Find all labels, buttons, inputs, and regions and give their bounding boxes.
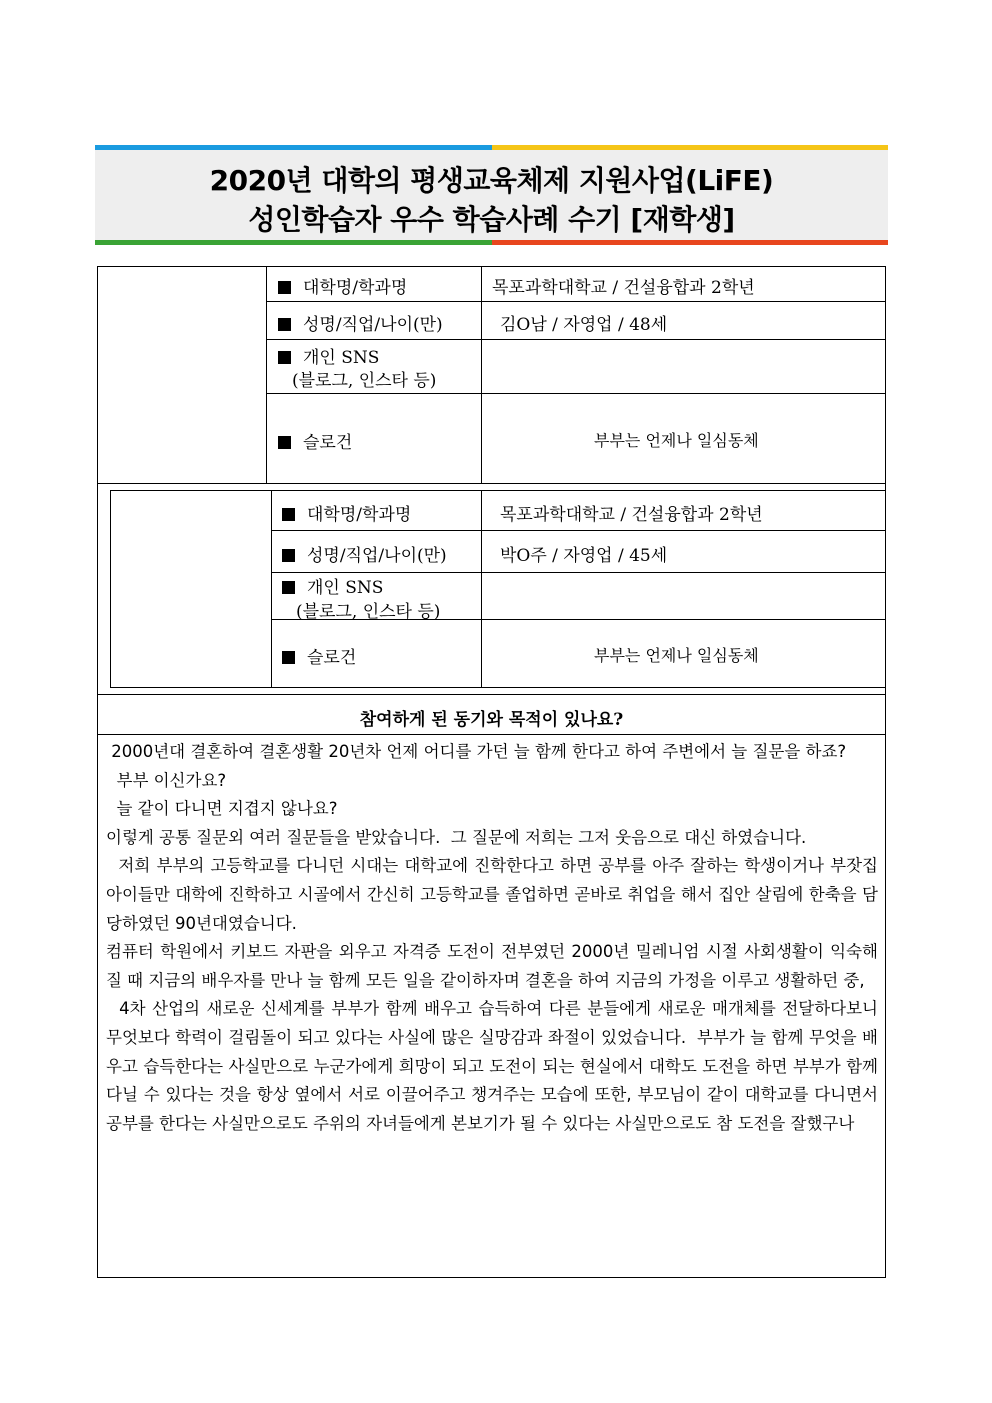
title-line-2: 성인학습자 우수 학습사례 수기 [재학생] bbox=[248, 203, 735, 236]
title-banner bbox=[95, 145, 888, 245]
p1-row-line-2 bbox=[266, 339, 886, 340]
answer-paragraph: 2000년대 결혼하여 결혼생활 20년차 언제 어디를 가던 늘 함께 한다고 하여 주변에서 늘 질문을 하죠? bbox=[106, 742, 847, 761]
question-row bbox=[97, 695, 886, 735]
top-bar-yellow bbox=[492, 145, 889, 150]
top-bar-blue bbox=[95, 145, 492, 150]
answer-body bbox=[106, 738, 884, 1138]
p1-row-line-1 bbox=[266, 301, 886, 302]
p1-sns-label: 개인 SNS bbox=[278, 343, 379, 368]
p2-name-label: 성명/직업/나이(만) bbox=[282, 541, 447, 566]
title-top-bar bbox=[95, 145, 888, 150]
p1-name-label: 성명/직업/나이(만) bbox=[278, 310, 443, 335]
p1-name-value: 김O남 / 자영업 / 48세 bbox=[500, 315, 668, 335]
bullet-square-icon bbox=[282, 651, 295, 664]
answer-paragraph: 저희 부부의 고등학교를 다니던 시대는 대학교에 진학한다고 하면 공부를 아주 잘하는 학생이거나 부잣집 아이들만 대학에 진학하고 시골에서 간신히 고등학교를 졸업하면 곧바로 취업을 해서 집안 살림에 한축을 담당하였던 90년대였습니다. bbox=[106, 856, 884, 933]
bullet-square-icon bbox=[278, 351, 291, 364]
p2-row-line-1 bbox=[271, 530, 886, 531]
answer-paragraph: 늘 같이 다니면 지겹지 않나요? bbox=[106, 799, 338, 819]
p1-slogan-label: 슬로건 bbox=[278, 428, 352, 453]
question-bottom-line bbox=[97, 734, 886, 735]
p2-sns-sublabel: (블로그, 인스타 등) bbox=[296, 602, 441, 622]
answer-paragraph: 이렇게 공통 질문외 여러 질문들을 받았습니다. 그 질문에 저희는 그저 웃음으로 대신 하였습니다. bbox=[106, 827, 807, 847]
p1-slogan-value: 부부는 언제나 일심동체 bbox=[594, 431, 759, 450]
p1-univ-value: 목포과학대학교 / 건설융합과 2학년 bbox=[492, 278, 755, 298]
p1-bottom-line bbox=[97, 483, 886, 484]
p2-col-line-1 bbox=[271, 490, 272, 688]
p2-univ-label: 대학명/학과명 bbox=[282, 500, 411, 525]
p2-slogan-value: 부부는 언제나 일심동체 bbox=[594, 646, 759, 665]
p1-sns-sublabel: (블로그, 인스타 등) bbox=[292, 371, 437, 391]
bullet-square-icon bbox=[282, 508, 295, 521]
title-line-1: 2020년 대학의 평생교육체제 지원사업(LiFE) bbox=[209, 164, 774, 197]
p2-name-value: 박O주 / 자영업 / 45세 bbox=[500, 546, 668, 566]
p1-col-line-2 bbox=[481, 266, 482, 483]
bottom-bar-orange bbox=[492, 240, 889, 245]
question-heading: 참여하게 된 동기와 목적이 있나요? bbox=[359, 710, 624, 730]
bottom-bar-green bbox=[95, 240, 492, 245]
p2-slogan-label: 슬로건 bbox=[282, 643, 356, 668]
title-bottom-bar bbox=[95, 240, 888, 245]
p1-row-line-3 bbox=[266, 393, 886, 394]
bullet-square-icon bbox=[282, 549, 295, 562]
answer-paragraph: 부부 이신가요? bbox=[106, 770, 227, 790]
p2-inner-box bbox=[110, 490, 886, 688]
p2-col-line-2 bbox=[481, 490, 482, 688]
bullet-square-icon bbox=[282, 581, 295, 594]
p1-col-line-1 bbox=[266, 266, 267, 483]
p2-sns-label: 개인 SNS bbox=[282, 573, 383, 598]
answer-paragraph: 컴퓨터 학원에서 키보드 자판을 외우고 자격증 도전이 전부였던 2000년 밀레니엄 시절 사회생활이 익숙해질 때 지금의 배우자를 만나 늘 함께 모든 일을 같이하자며 결혼을 하여 지금의 가정을 이루고 생활하던 중, bbox=[106, 942, 878, 990]
p2-univ-value: 목포과학대학교 / 건설융합과 2학년 bbox=[500, 505, 763, 525]
answer-paragraph: 4차 산업의 새로운 신세계를 부부가 함께 배우고 습득하여 다른 분들에게 새로운 매개체를 전달하다보니 무엇보다 학력이 걸림돌이 되고 있다는 사실에 많은 실망감과 좌절이 있었습니다. 부부가 늘 함께 무엇을 배우고 습득한다는 사실만으로 누군가에게 희망이 되고 도전이 되는 현실에서 대학도 도전을 하면 부부가 함께 다닐 수 있다는 것을 항상 옆에서 서로 이끌어주고 챙겨주는 모습에 또한, 부모님이 같이 대학교를 다니면서 공부를 한다는 사실만으로도 주위의 자녀들에게 본보기가 될 수 있다는 사실만으로도 참 도전을 잘했구나 bbox=[106, 999, 884, 1133]
bullet-square-icon bbox=[278, 436, 291, 449]
p1-univ-label: 대학명/학과명 bbox=[278, 273, 407, 298]
bullet-square-icon bbox=[278, 281, 291, 294]
bullet-square-icon bbox=[278, 318, 291, 331]
